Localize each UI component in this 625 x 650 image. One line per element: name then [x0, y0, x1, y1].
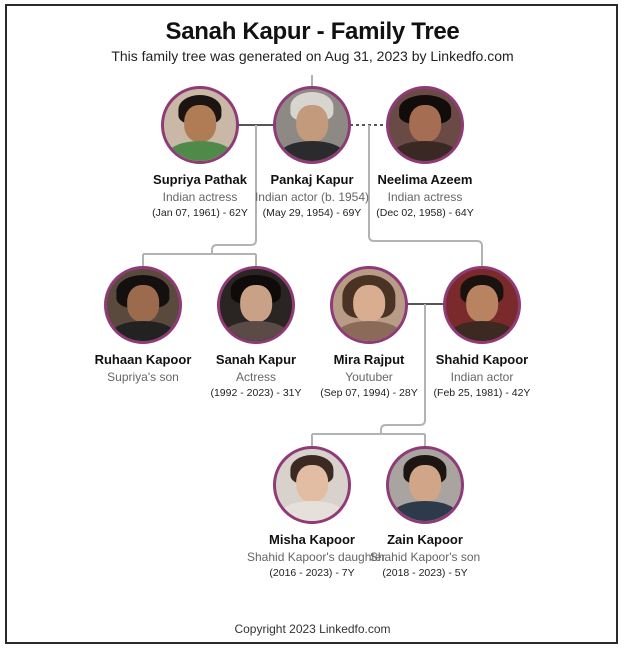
- portrait-avatar: [217, 266, 295, 344]
- person-role: Shahid Kapoor's daughter: [247, 550, 386, 564]
- person-dates: (2018 - 2023) - 5Y: [382, 567, 468, 579]
- person-role: Youtuber: [345, 370, 393, 384]
- person-dates: (Dec 02, 1958) - 64Y: [376, 207, 474, 219]
- person-neelima-azeem[interactable]: [360, 86, 490, 219]
- portrait-avatar: [443, 266, 521, 344]
- person-shahid-kapoor[interactable]: [417, 266, 547, 399]
- page-subtitle: This family tree was generated on Aug 31, 2023 by Linkedfo.com: [111, 48, 514, 64]
- person-role: Supriya's son: [107, 370, 179, 384]
- person-role: Actress: [235, 370, 276, 384]
- portrait-avatar: [273, 86, 351, 164]
- person-supriya-pathak[interactable]: [135, 86, 265, 219]
- person-dates: (1992 - 2023) - 31Y: [210, 387, 302, 399]
- person-ruhaan-kapoor[interactable]: [78, 266, 208, 384]
- person-pankaj-kapur[interactable]: [247, 86, 377, 219]
- person-dates: (May 29, 1954) - 69Y: [262, 207, 362, 219]
- person-name: Sanah Kapur: [215, 352, 297, 367]
- portrait-avatar: [386, 86, 464, 164]
- person-name: Shahid Kapoor: [435, 352, 529, 367]
- person-name: Zain Kapoor: [387, 532, 463, 547]
- person-dates: (Sep 07, 1994) - 28Y: [320, 387, 418, 399]
- person-role: Indian actor: [450, 370, 514, 384]
- portrait-avatar: [161, 86, 239, 164]
- person-name: Pankaj Kapur: [270, 172, 354, 187]
- person-role: Indian actress: [387, 190, 463, 204]
- person-dates: (Jan 07, 1961) - 62Y: [152, 207, 248, 219]
- person-name: Ruhaan Kapoor: [94, 352, 192, 367]
- person-dates: (2016 - 2023) - 7Y: [269, 567, 355, 579]
- portrait-avatar: [273, 446, 351, 524]
- person-role: Indian actress: [162, 190, 238, 204]
- page-title: Sanah Kapur - Family Tree: [165, 18, 460, 45]
- person-role: Indian actor (b. 1954): [254, 190, 370, 204]
- person-sanah-kapur[interactable]: [191, 266, 321, 399]
- copyright-footer: Copyright 2023 Linkedfo.com: [234, 622, 391, 636]
- person-name: Neelima Azeem: [377, 172, 473, 187]
- person-name: Mira Rajput: [333, 352, 405, 367]
- portrait-avatar: [330, 266, 408, 344]
- person-misha-kapoor[interactable]: [247, 446, 386, 579]
- person-name: Supriya Pathak: [153, 172, 247, 187]
- person-name: Misha Kapoor: [269, 532, 355, 547]
- person-mira-rajput[interactable]: [304, 266, 434, 399]
- person-zain-kapoor[interactable]: [360, 446, 490, 579]
- person-dates: (Feb 25, 1981) - 42Y: [433, 387, 531, 399]
- person-role: Shahid Kapoor's son: [369, 550, 481, 564]
- portrait-avatar: [104, 266, 182, 344]
- portrait-avatar: [386, 446, 464, 524]
